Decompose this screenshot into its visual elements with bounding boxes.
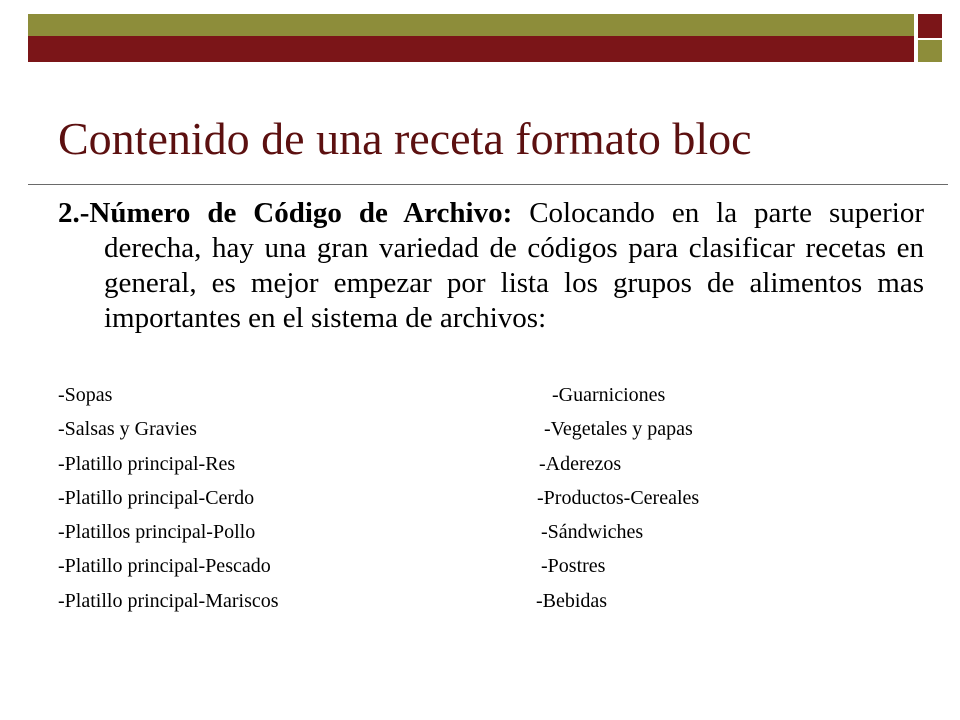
header-decoration-bar bbox=[28, 14, 914, 62]
category-right: -Aderezos bbox=[539, 452, 622, 475]
header-olive-band bbox=[28, 14, 914, 36]
title-divider bbox=[28, 184, 948, 185]
slide-title: Contenido de una receta formato bloc bbox=[58, 113, 752, 164]
list-item bbox=[58, 412, 818, 446]
category-left: -Platillo principal-Cerdo bbox=[58, 486, 255, 509]
category-left: -Platillo principal-Res bbox=[58, 452, 236, 475]
category-left: -Platillo principal-Mariscos bbox=[58, 589, 279, 612]
category-right: -Vegetales y papas bbox=[544, 418, 693, 441]
corner-square-red bbox=[918, 14, 942, 38]
body-paragraph bbox=[58, 196, 924, 336]
corner-square-olive bbox=[918, 40, 942, 62]
list-item bbox=[58, 549, 818, 583]
category-left: -Platillo principal-Pescado bbox=[58, 555, 271, 578]
category-left: -Platillos principal-Pollo bbox=[58, 521, 256, 544]
category-right: -Bebidas bbox=[536, 589, 608, 612]
list-item bbox=[58, 584, 818, 618]
category-left: -Salsas y Gravies bbox=[58, 418, 197, 441]
paragraph-body: Colocando en la parte superior derecha, hay una gran variedad de códigos para clasificar recetas en general, es mejor empezar por lista los grupos de alimentos mas importantes en el sistema de archivos: bbox=[104, 197, 924, 334]
category-right: -Productos-Cereales bbox=[537, 486, 700, 509]
category-right: -Guarniciones bbox=[552, 384, 666, 406]
category-list bbox=[58, 378, 818, 618]
list-item bbox=[58, 515, 818, 549]
category-right: -Postres bbox=[541, 555, 606, 578]
category-left: -Sopas bbox=[58, 384, 113, 406]
header-red-band bbox=[28, 36, 914, 62]
paragraph-lead: 2.-Número de Código de Archivo: bbox=[58, 197, 513, 229]
list-item bbox=[58, 378, 818, 412]
category-right: -Sándwiches bbox=[541, 521, 644, 544]
list-item bbox=[58, 447, 818, 481]
list-item bbox=[58, 481, 818, 515]
